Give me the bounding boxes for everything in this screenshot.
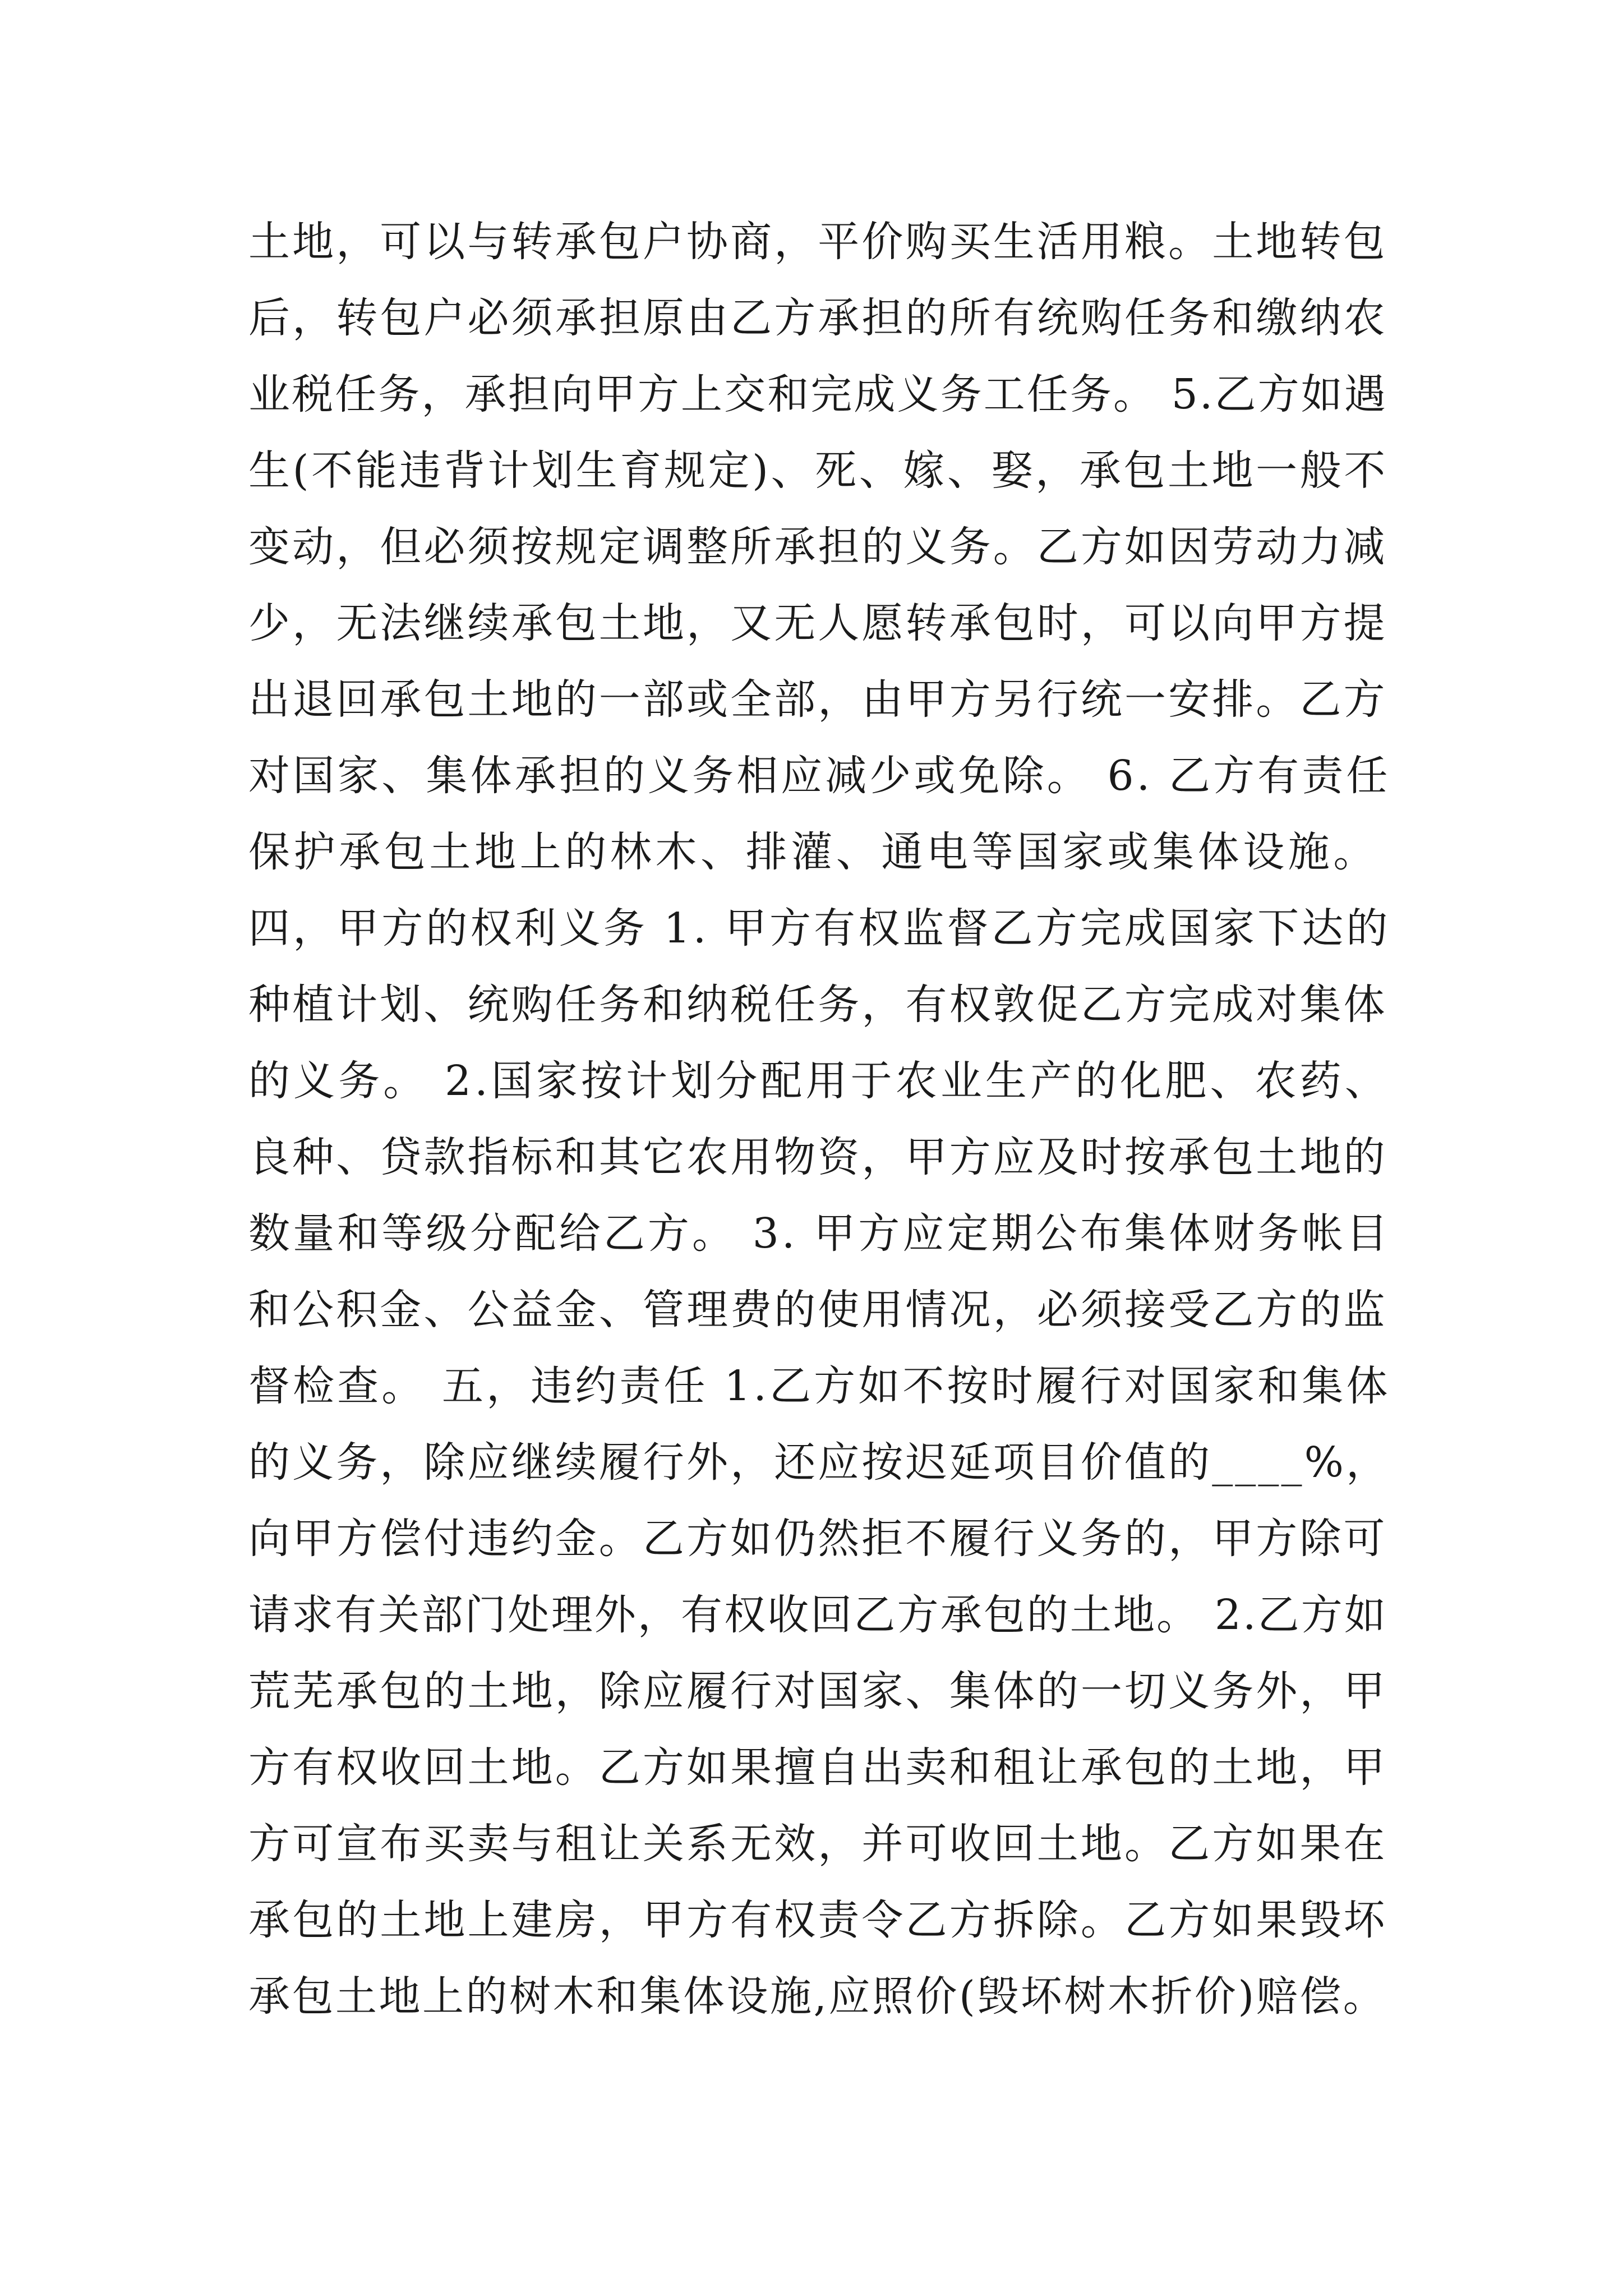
text-line-14: 数量和等级分配给乙方。 3. 甲方应定期公布集体财务帐目 bbox=[248, 1209, 1391, 1258]
text-line-24: 承包土地上的树木和集体设施,应照价(毁坏树木折价)赔偿。 bbox=[248, 1972, 1387, 2021]
text-line-18: 向甲方偿付违约金。乙方如仍然拒不履行义务的，甲方除可 bbox=[248, 1515, 1387, 1563]
text-line-2: 后，转包户必须承担原由乙方承担的所有统购任务和缴纳农 bbox=[248, 294, 1387, 342]
text-line-11: 种植计划、统购任务和纳税任务，有权敦促乙方完成对集体 bbox=[248, 981, 1387, 1029]
text-line-3: 业税任务，承担向甲方上交和完成义务工任务。 5.乙方如遇 bbox=[248, 370, 1387, 418]
text-line-10: 四，甲方的权利义务 1. 甲方有权监督乙方完成国家下达的 bbox=[248, 904, 1391, 953]
text-line-7: 出退回承包土地的一部或全部，由甲方另行统一安排。乙方 bbox=[248, 675, 1387, 724]
text-line-17: 的义务，除应继续履行外，还应按迟延项目价值的____%， bbox=[248, 1438, 1390, 1487]
text-line-12: 的义务。 2.国家按计划分配用于农业生产的化肥、农药、 bbox=[248, 1057, 1390, 1105]
text-line-8: 对国家、集体承担的义务相应减少或免除。 6. 乙方有责任 bbox=[248, 752, 1391, 800]
text-line-21: 方有权收回土地。乙方如果擅自出卖和租让承包的土地，甲 bbox=[248, 1743, 1387, 1792]
text-line-19: 请求有关部门处理外，有权收回乙方承包的土地。 2.乙方如 bbox=[248, 1591, 1387, 1639]
text-line-6: 少，无法继续承包土地，又无人愿转承包时，可以向甲方提 bbox=[248, 599, 1387, 647]
text-line-22: 方可宣布买卖与租让关系无效，并可收回土地。乙方如果在 bbox=[248, 1820, 1387, 1868]
text-line-15: 和公积金、公益金、管理费的使用情况，必须接受乙方的监 bbox=[248, 1286, 1387, 1334]
text-line-9: 保护承包土地上的林木、排灌、通电等国家或集体设施。 bbox=[248, 828, 1378, 876]
text-line-5: 变动，但必须按规定调整所承担的义务。乙方如因劳动力减 bbox=[248, 523, 1387, 571]
text-line-4: 生(不能违背计划生育规定)、死、嫁、娶，承包土地一般不 bbox=[248, 447, 1388, 495]
text-line-20: 荒芜承包的土地，除应履行对国家、集体的一切义务外，甲 bbox=[248, 1667, 1387, 1715]
text-line-23: 承包的土地上建房，甲方有权责令乙方拆除。乙方如果毁坏 bbox=[248, 1896, 1387, 1944]
contract-body-text bbox=[248, 204, 1393, 2035]
text-line-13: 良种、贷款指标和其它农用物资，甲方应及时按承包土地的 bbox=[248, 1133, 1387, 1181]
text-line-1: 土地，可以与转承包户协商，平价购买生活用粮。土地转包 bbox=[248, 218, 1387, 266]
text-line-16: 督检查。 五，违约责任 1.乙方如不按时履行对国家和集体 bbox=[248, 1362, 1391, 1410]
